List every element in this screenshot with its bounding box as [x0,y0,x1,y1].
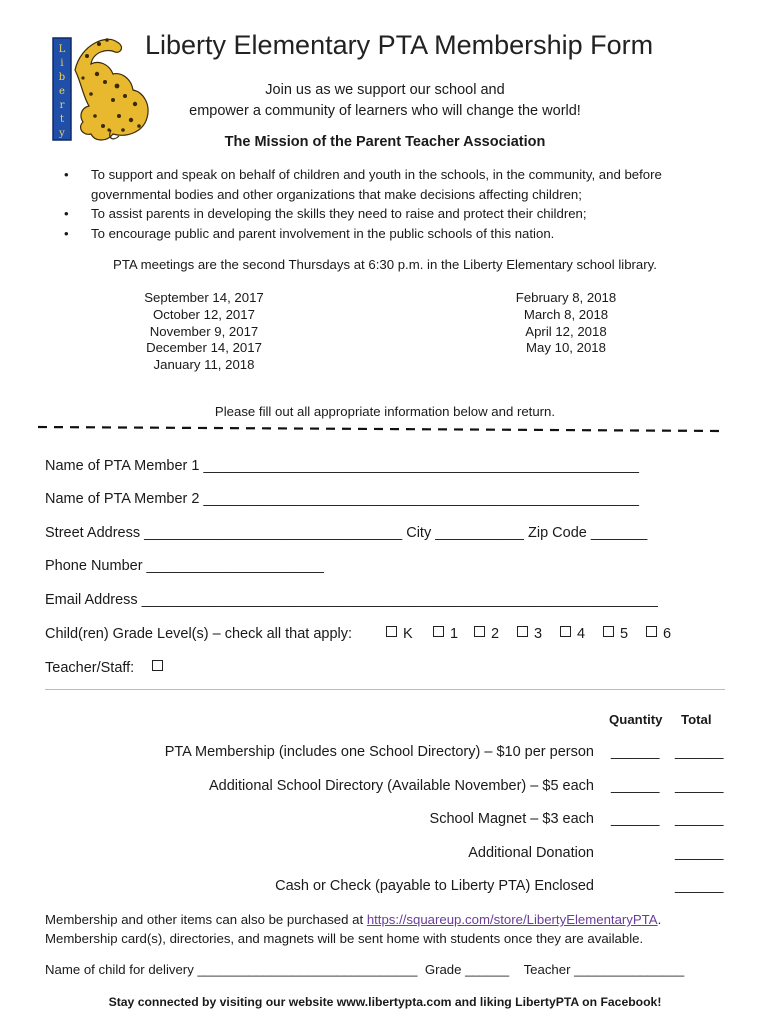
quantity-blank[interactable]: ______ [611,811,660,827]
child-name-field[interactable]: Name of child for delivery ______________________________ [45,962,418,977]
meeting-date: May 10, 2018 [526,340,606,356]
teacher-field[interactable]: Teacher _______________ [523,962,685,977]
logo-letter: y [59,128,65,139]
meeting-date: December 14, 2017 [146,340,262,356]
grade-checkbox-2[interactable]: 2 [474,626,499,642]
mission-item: • To support and speak on behalf of children and youth in the schools, in the community, and before governmental bodies and other organizations that make decisions affecting children; [64,167,662,202]
mission-item: • To encourage public and parent involvement in the public schools of this nation. [58,224,718,244]
teacher-staff-label: Teacher/Staff: [45,660,135,676]
delivery-row [45,962,684,977]
grade-checkbox-1[interactable]: 1 [433,626,458,642]
dates-left [104,290,304,374]
logo-letter: i [60,58,64,69]
meeting-date: April 12, 2018 [525,323,607,339]
meeting-date: November 9, 2017 [149,323,259,339]
quantity-header: Quantity [609,712,663,727]
logo-letter: L [58,44,66,55]
member1-field[interactable]: Name of PTA Member 1 ______________________________________________________ [45,458,639,474]
meeting-date: January 11, 2018 [153,357,255,373]
order-item-directory: Additional School Directory (Available November) – $5 each [209,778,594,794]
teacher-staff-checkbox[interactable] [152,660,163,671]
total-header: Total [681,712,712,727]
purchase-note: Membership and other items can also be purchased at https://squareup.com/store/LibertyElementaryPTA. Membership card(s), directories, and magnets will be sent home with students once they are available. [45,910,745,948]
delivery-note: Membership card(s), directories, and magnets will be sent home with students once they are available. [45,931,644,946]
checkbox-icon[interactable] [603,626,614,637]
cut-line [38,421,728,437]
grade-checkbox-5[interactable]: 5 [603,626,628,642]
total-blank[interactable]: ______ [675,878,724,894]
logo-letter: r [59,100,65,111]
zip-field[interactable]: Zip Code _______ [527,525,648,541]
grade-checkbox-k[interactable]: K [386,626,413,642]
total-blank[interactable]: ______ [675,845,724,861]
phone-field[interactable]: Phone Number ______________________ [45,558,324,574]
quantity-blank[interactable]: ______ [611,778,660,794]
mission-heading: The Mission of the Parent Teacher Association [224,134,546,150]
logo-letter: e [59,86,65,97]
grade-level-row [45,626,352,642]
order-item-donation: Additional Donation [468,845,594,861]
logo-letter: b [58,72,66,83]
intro-text [0,80,770,122]
grade-field[interactable]: Grade ______ [424,962,510,977]
meetings-text: PTA meetings are the second Thursdays at 6:30 p.m. in the Liberty Elementary school library. [113,257,657,272]
teacher-staff-row [45,660,169,676]
member2-field[interactable]: Name of PTA Member 2 ______________________________________________________ [45,491,639,507]
grade-checkbox-6[interactable]: 6 [646,626,671,642]
total-blank[interactable]: ______ [675,744,724,760]
checkbox-icon[interactable] [560,626,571,637]
mission-list [58,165,718,243]
checkbox-icon[interactable] [474,626,485,637]
grade-level-label: Child(ren) Grade Level(s) – check all that apply: [45,626,353,642]
grade-checkbox-4[interactable]: 4 [560,626,585,642]
city-field[interactable]: City ___________ [406,525,524,541]
fill-instruction: Please fill out all appropriate information below and return. [214,404,556,419]
logo-letter: t [59,114,65,125]
bullet-icon: • [64,225,69,241]
form-title: Liberty Elementary PTA Membership Form [145,30,654,60]
checkbox-icon[interactable] [386,626,397,637]
order-item-payment: Cash or Check (payable to Liberty PTA) Enclosed [275,878,594,894]
checkbox-icon[interactable] [433,626,444,637]
meeting-date: March 8, 2018 [523,306,609,322]
checkbox-icon[interactable] [517,626,528,637]
footer-text: Stay connected by visiting our website www.libertypta.com and liking LibertyPTA on Facebook! [108,995,662,1009]
grade-checkbox-3[interactable]: 3 [517,626,542,642]
meeting-date: October 12, 2017 [153,306,255,322]
divider [45,689,725,690]
bullet-icon: • [64,167,69,182]
intro-line: Join us as we support our school and [265,82,505,98]
street-field[interactable]: Street Address ________________________________ [45,525,403,541]
checkbox-icon[interactable] [646,626,657,637]
order-item-membership: PTA Membership (includes one School Directory) – $10 per person [164,744,594,760]
total-blank[interactable]: ______ [675,811,724,827]
meeting-date: September 14, 2017 [144,290,264,305]
store-link[interactable]: https://squareup.com/store/LibertyElementaryPTA [366,912,658,927]
total-blank[interactable]: ______ [675,778,724,794]
dates-right [466,290,666,357]
quantity-blank[interactable]: ______ [611,744,660,760]
mission-item: • To assist parents in developing the skills they need to raise and protect their children; [58,204,718,224]
email-field[interactable]: Email Address ________________________________________________________________ [45,592,658,608]
address-row [45,525,647,541]
order-item-magnet: School Magnet – $3 each [429,811,594,827]
meeting-date: February 8, 2018 [515,290,617,305]
intro-line: empower a community of learners who will change the world! [189,103,581,119]
bullet-icon: • [64,206,69,221]
